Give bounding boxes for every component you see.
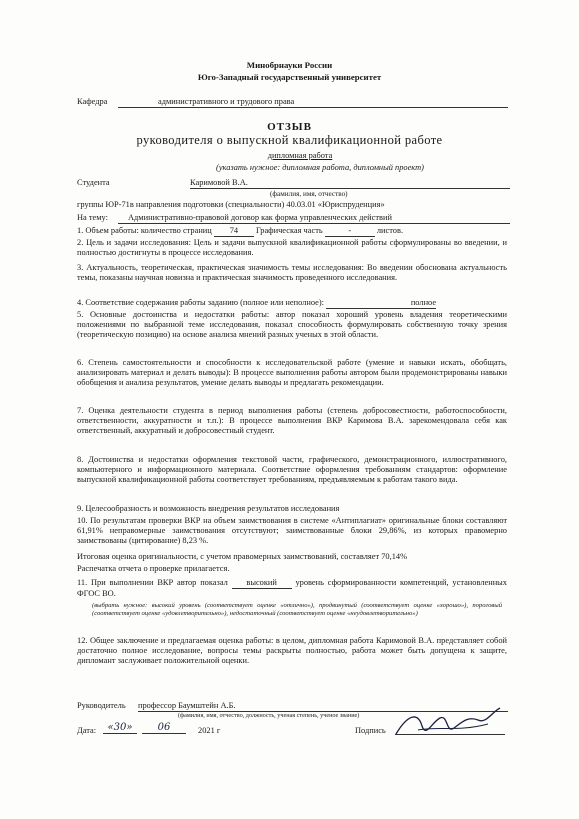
item-1-pages [77, 226, 403, 237]
item-11-suffix: уровень сформированности компетенций, установленных ФГОС ВО. [77, 578, 507, 598]
student-name: Каримовой В.А. [190, 178, 510, 189]
item-10-report-note: Распечатка отчета о проверке прилагается. [77, 564, 230, 573]
item-11-prefix: 11. При выполнении ВКР автор показал [77, 578, 228, 587]
date-year: 2021 г [198, 726, 221, 735]
signature-label: Подпись [355, 726, 386, 735]
item-11-hint: (выбрать нужное: высокий уровень (соответствует оценке «отлично»), продвинутый (соответствует оценке «хорошо»), пороговый (соответствует оценке «удовлетворительно»), недостаточный (соответствует оценке «неудовлетворительно») [92, 602, 502, 618]
handwritten-signature [388, 704, 508, 744]
review-title: ОТЗЫВ [267, 121, 312, 133]
department-value: административного и трудового права [118, 97, 508, 108]
supervisor-hint: (фамилия, имя, отчество, должность, ученая степень, ученое звание) [178, 712, 360, 719]
topic-value: Административно-правовой договор как форма управленческих действий [118, 213, 510, 224]
item-2-goals: 2. Цель и задачи исследования: Цель и задачи выпускной квалификационной работы сформулированы во введении, и полностью достигнуты в процессе исследования. [77, 238, 507, 257]
ministry-name: Минобрнауки России [246, 60, 333, 70]
item-1-prefix: 1. Объем работы: количество страниц [77, 226, 212, 235]
item-4-value: полное [326, 298, 436, 309]
item-1-pages-value: 74 [214, 226, 254, 237]
item-8-formatting: 8. Достоинства и недостатки оформления текстовой части, графического, демонстрационного, иллюстративного, компьютерного и информационного материала. Соответствие оформления требованиям стандартов: оформление выпускной квалификационной работы соответствует требованиям, предъявляемым к работам такого вида. [77, 455, 507, 484]
university-name: Юго-Западный государственный университет [197, 72, 382, 82]
date-label: Дата: [77, 726, 97, 735]
review-subtitle: руководителя о выпускной квалификационной работе [136, 133, 443, 147]
item-12-conclusion: 12. Общее заключение и предлагаемая оценка работы: в целом, дипломная работа Каримовой В.А. представляет собой достаточно полное исследование, вопросы темы раскрыты полностью, работа может быть допущена к защите, дипломант заслуживает положительной оценки. [77, 636, 507, 665]
department-label: Кафедра [77, 97, 108, 106]
topic-label: На тему: [77, 213, 108, 222]
item-10-antiplagiat: 10. По результатам проверки ВКР на объем заимствования в системе «Антиплагиат» оригинальные блоки составляют 61,91% неправомерные заимствования отсутствуют; заимствованные блоки 29,86%, из которых правомерно заимствованы (цитирование) 8,23 %. [77, 516, 507, 545]
supervisor-value: профессор Баумштейн А.Б. [138, 701, 508, 712]
item-9-implementation: 9. Целесообразность и возможность внедрения результатов исследования [77, 504, 340, 513]
student-label: Студента [77, 178, 110, 187]
work-type: дипломная работа [267, 151, 333, 160]
item-11-level: высокий [232, 578, 292, 589]
item-1-mid: Графическая часть [255, 226, 323, 235]
item-7-evaluation: 7. Оценка деятельности студента в период выполнения работы (степень добросовестности, работоспособности, ответственности, аккуратности и т.п.): В процессе выполнения ВКР Каримова В.А. зарекомендовала себя как ответственный, аккуратный и добросовестный студент. [77, 406, 507, 435]
item-6-independence: 6. Степень самостоятельности и способности к исследовательской работе (умение и навыки искать, обобщать, анализировать материал и делать выводы): В процессе выполнения работы автором были продемонстрированы навыки обобщения и анализа результатов, умение делать выводы и предлагать рекомендации. [77, 358, 507, 387]
item-4-text: 4. Соответствие содержания работы заданию (полное или неполное): [77, 298, 324, 307]
item-11-competence [77, 578, 507, 599]
item-1-suffix: листов. [376, 226, 404, 235]
student-name-hint: (фамилия, имя, отчество) [270, 190, 348, 198]
item-1-sheets-value: - [325, 226, 375, 237]
supervisor-label: Руководитель [77, 701, 126, 710]
work-type-hint: (указать нужное: дипломная работа, дипломный проект) [216, 163, 424, 172]
group-line: группы ЮР-71в направления подготовки (специальности) 40.03.01 «Юриспруденция» [77, 200, 385, 209]
item-10-originality: Итоговая оценка оригинальности, с учетом правомерных заимствований, составляет 70,14% [77, 552, 408, 561]
item-4-compliance [77, 298, 436, 309]
date-day: «30» [103, 722, 137, 734]
date-month: 06 [142, 722, 186, 734]
item-3-relevance: 3. Актуальность, теоретическая, практическая значимость темы исследования: Во введении обоснована актуальность темы, показаны научная новизна и практическая значимость проведенного исследования. [77, 263, 507, 282]
item-5-merits: 5. Основные достоинства и недостатки работы: автор показал хороший уровень владения теоретическими положениями по выбранной теме исследования, показал способность формулировать собственную точку зрения (теоретическую позицию) на основе анализа мнений разных ученых в этой области. [77, 310, 507, 339]
